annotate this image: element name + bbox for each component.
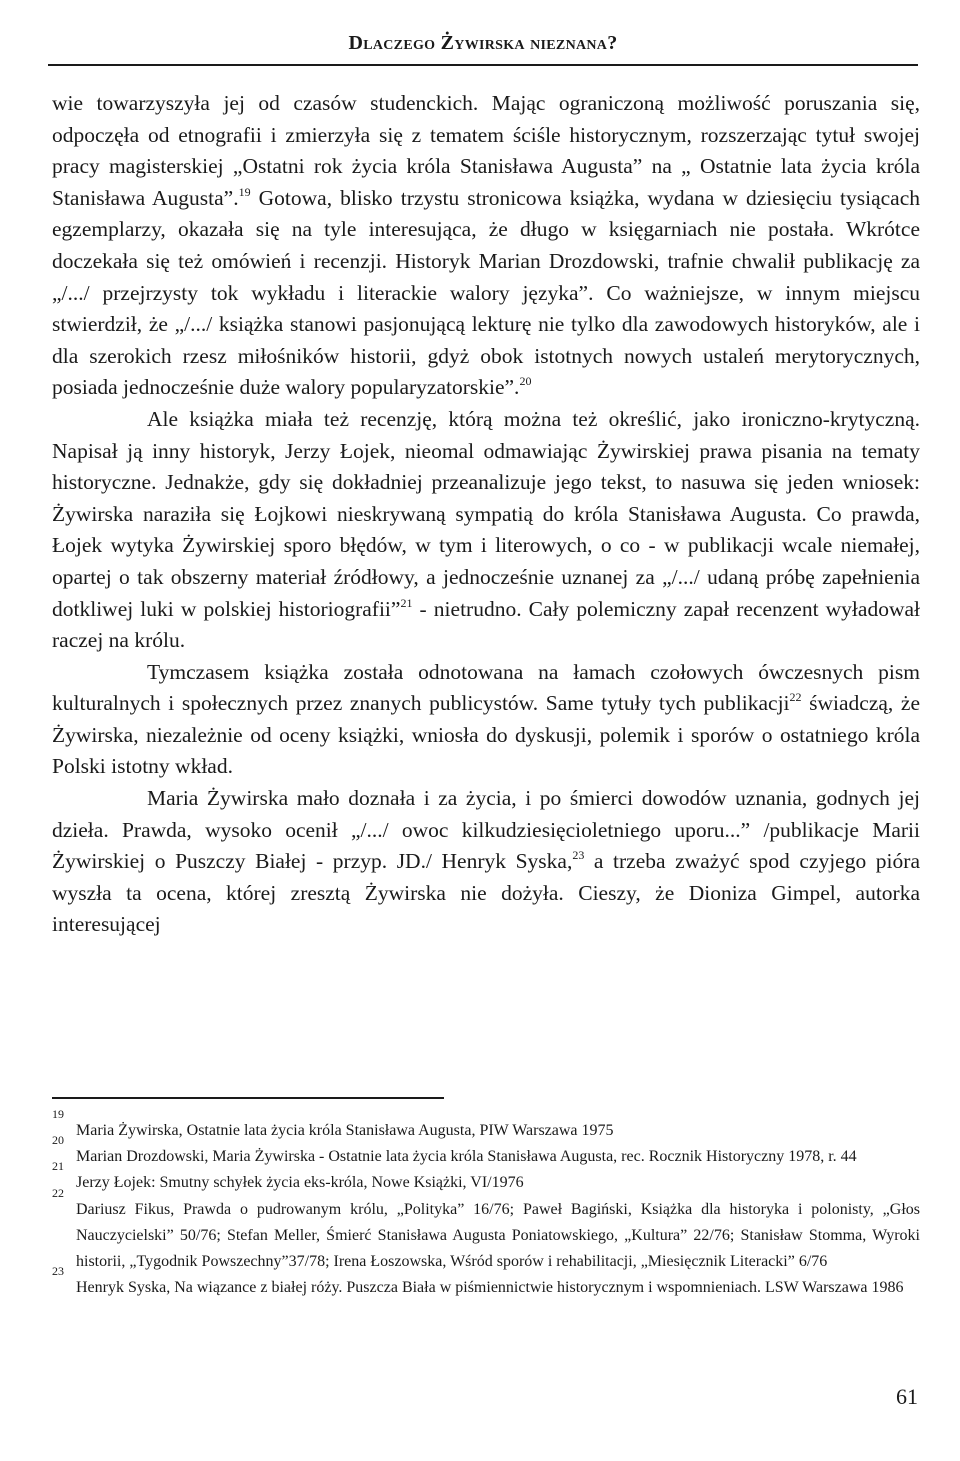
page-number: 61 <box>896 1384 918 1409</box>
footnote-number: 23 <box>52 1264 64 1279</box>
paragraph-text: wie towarzyszyła jej od czasów studenckich. Mając ograniczoną możliwość poruszania się, odpoczęła od etnografii i zmierzyła się z tematem ściśle historycznym, rozszerzając tytuł swojej pracy magisterskiej „Ostatni rok życia króla Stanisława Augusta” na „ Ostatnie lata życia króla Stanisława Augusta”. <box>52 91 920 210</box>
footnote-text: Dariusz Fikus, Prawda o pudrowanym królu, „Polityka” 16/76; Paweł Bagiński, Książka dla historyka i polonisty, „Głos Nauczycielski” 50/76; Stefan Meller, Śmierć Stanisława Augusta Poniatowskiego, „Kultura” 22/76; Stanisław Stomma, Wyroki historii, „Tygodnik Powszechny”37/78; Irena Łoszowska, Wśród sporów i rehabilitacji, „Miesięcznik Literacki” 6/76 <box>76 1200 920 1271</box>
paragraph-text: Maria Żywirska mało doznała i za życia, i po śmierci dowodów uznania, godnych jej dzieła. Prawda, wysoko ocenił „/.../ owoc kilkudziesięcioletniego uporu...” /publikacje Marii Żywirskiej o Puszczy Białej - przyp. JD./ Henryk Syska, <box>52 786 920 874</box>
paragraph-text: Tymczasem książka została odnotowana na łamach czołowych ówczesnych pism kulturalnych i społecznych przez znanych publicystów. Same tytuły tych publikacji <box>52 659 920 716</box>
footnotes <box>52 1107 920 1301</box>
footnote-20 <box>52 1133 920 1174</box>
footnote-number: 21 <box>52 1159 64 1174</box>
footnote-ref-22[interactable]: 22 <box>789 690 802 705</box>
footnote-21 <box>52 1159 920 1196</box>
footnote-22 <box>52 1185 920 1279</box>
footnote-number: 20 <box>52 1133 64 1148</box>
footnote-ref-19[interactable]: 19 <box>238 184 251 199</box>
body-text <box>52 88 920 941</box>
footnote-text: Marian Drozdowski, Maria Żywirska - Ostatnie lata życia króla Stanisława Augusta, rec. Rocznik Historyczny 1978, r. 44 <box>76 1148 857 1166</box>
footnote-ref-23[interactable]: 23 <box>572 848 585 863</box>
paragraph-text: a trzeba zważyć spod czyjego pióra wyszła ta ocena, której zresztą Żywirska nie dożyła. Cieszy, że Dioniza Gimpel, autorka interesującej <box>52 849 920 937</box>
footnote-text: Jerzy Łojek: Smutny schyłek życia eks-króla, Nowe Książki, VI/1976 <box>76 1174 524 1192</box>
footnote-text: Henryk Syska, Na wiązance z białej róży. Puszcza Biała w piśmiennictwie historycznym i wspomnieniach. LSW Warszawa 1986 <box>76 1279 904 1297</box>
paragraph-3 <box>52 657 920 783</box>
footnote-23 <box>52 1264 920 1301</box>
footnote-separator <box>52 1097 444 1099</box>
paragraph-2 <box>52 404 920 657</box>
paragraph-text: Ale książka miała też recenzję, którą można też określić, jako ironiczno-krytyczną. Napisał ją inny historyk, Jerzy Łojek, nieomal odmawiając Żywirskiej prawa pisania na tematy historyczne. Jednakże, gdy się dokładniej przeanalizuje jego tekst, to nasuwa się jeden wniosek: Żywirska naraziła się Łojkowi nieskrywaną sympatią do króla Stanisława Augusta. Co prawda, Łojek wytyka Żywirskiej sporo błędów, w tym i literowych, o co - w publikacji wcale niemałej, opartej o tak obszerny materiał źródłowy, a jednocześnie uznanej za „/.../ udaną próbę zapełnienia dotkliwej luki w polskiej historiografii” <box>52 406 920 621</box>
paragraph-1 <box>52 88 920 404</box>
header-rule <box>48 64 918 66</box>
footnote-text: Maria Żywirska, Ostatnie lata życia króla Stanisława Augusta, PIW Warszawa 1975 <box>76 1122 614 1139</box>
footnote-ref-20[interactable]: 20 <box>519 374 532 389</box>
paragraph-text: Gotowa, blisko trzystu stronicowa książka, wydana w dziesięciu tysiącach egzemplarzy, okazała się na tyle interesująca, że długo w księgarniach nie postała. Wkrótce doczekała się też omówień i recenzji. Historyk Marian Drozdowski, trafnie chwalił publikację za „/.../ przejrzysty tok wykładu i literackie walory języka”. Co ważniejsze, w innym miejscu stwierdził, że „/.../ książka stanowi pasjonującą lekturę nie tylko dla zawodowych historyków, ale i dla szerokich rzesz miłośników historii, gdyż obok istotnych nowych ustaleń merytorycznych, posiada jednocześnie duże walory popularyzatorskie”. <box>52 185 920 400</box>
footnote-number: 22 <box>52 1185 64 1200</box>
paragraph-4 <box>52 783 920 941</box>
footnote-ref-21[interactable]: 21 <box>400 595 413 610</box>
running-header: Dlaczego Żywirska nieznana? <box>348 32 618 54</box>
paragraph-text: - nietrudno. Cały polemiczny zapał recenzent wyładował raczej na królu. <box>52 596 920 653</box>
footnote-number: 19 <box>52 1107 64 1121</box>
paragraph-text: świadczą, że Żywirska, niezależnie od oceny książki, wniosła do dyskusji, polemik i sporów o ostatniego króla Polski istotny wkład. <box>52 691 920 779</box>
footnote-19 <box>52 1107 920 1148</box>
